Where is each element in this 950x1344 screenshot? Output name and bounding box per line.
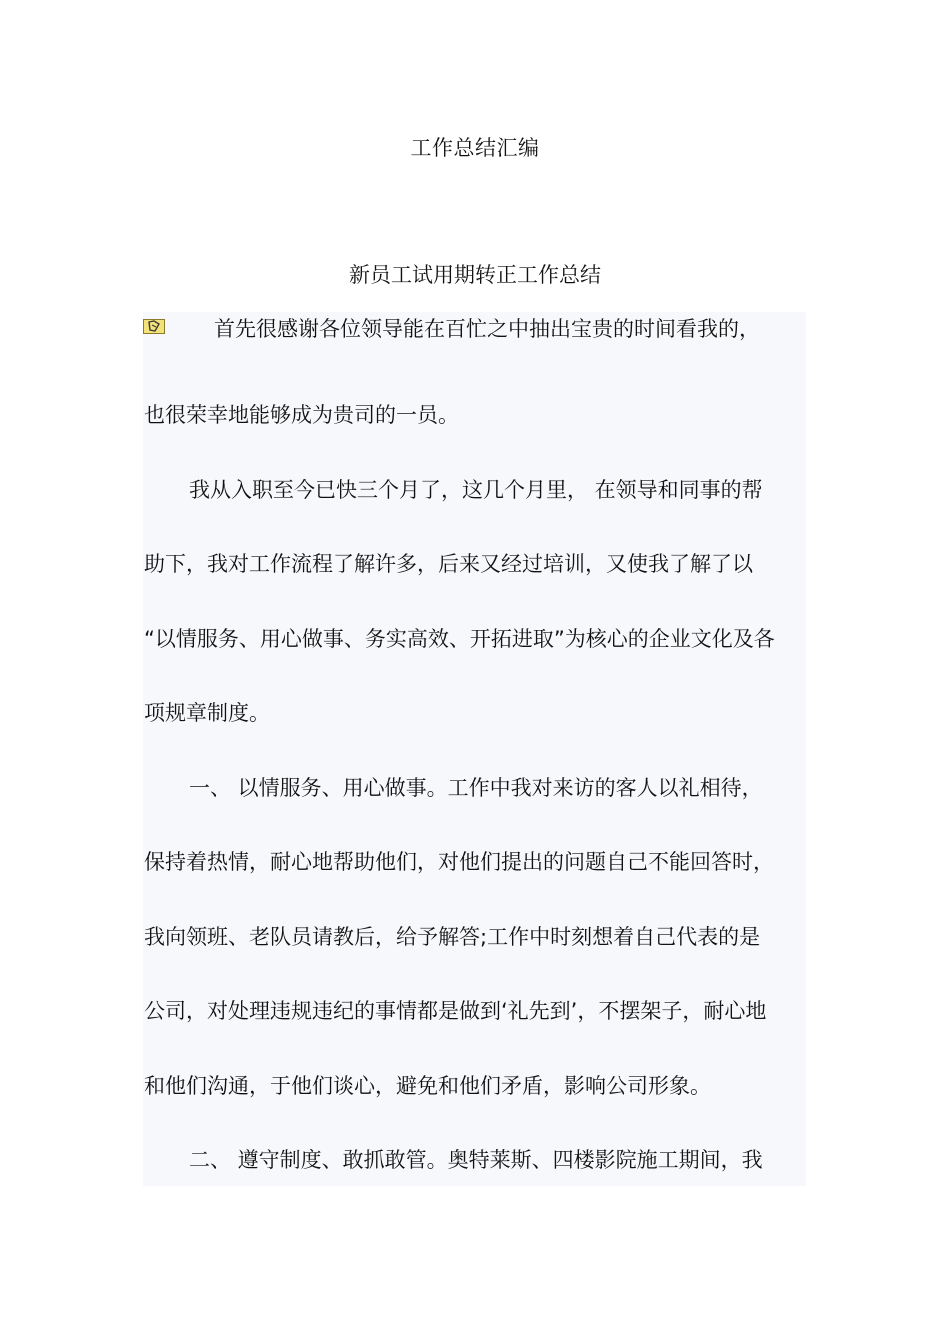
body-line-7: 一、 以情服务、用心做事。工作中我对来访的客人以礼相待， (189, 776, 763, 800)
body-line-4: 助下，我对工作流程了解许多，后来又经过培训，又使我了解了以 (144, 552, 753, 576)
body-line-3: 我从入职至今已快三个月了，这几个月里， 在领导和同事的帮 (189, 478, 763, 502)
body-line-12: 二、 遵守制度、敢抓敢管。奥特莱斯、四楼影院施工期间，我 (189, 1148, 763, 1172)
body-line-6: 项规章制度。 (144, 701, 270, 725)
body-line-11: 和他们沟通，于他们谈心，避免和他们矛盾，影响公司形象。 (144, 1074, 711, 1098)
document-body (143, 312, 806, 1186)
body-line-10: 公司，对处理违规违纪的事情都是做到‘礼先到’，不摆架子，耐心地 (144, 999, 767, 1023)
note-icon[interactable] (143, 319, 165, 334)
body-line-2: 也很荣幸地能够成为贵司的一员。 (144, 403, 459, 427)
document-header: 工作总结汇编 (410, 136, 540, 160)
body-line-9: 我向领班、老队员请教后，给予解答;工作中时刻想着自己代表的是 (144, 925, 761, 949)
body-line-5: “以情服务、用心做事、务实高效、开拓进取”为核心的企业文化及各 (144, 627, 775, 651)
document-title: 新员工试用期转正工作总结 (349, 263, 601, 287)
body-line-1: 首先很感谢各位领导能在百忙之中抽出宝贵的时间看我的， (214, 317, 760, 341)
body-line-8: 保持着热情，耐心地帮助他们，对他们提出的问题自己不能回答时， (144, 850, 774, 874)
